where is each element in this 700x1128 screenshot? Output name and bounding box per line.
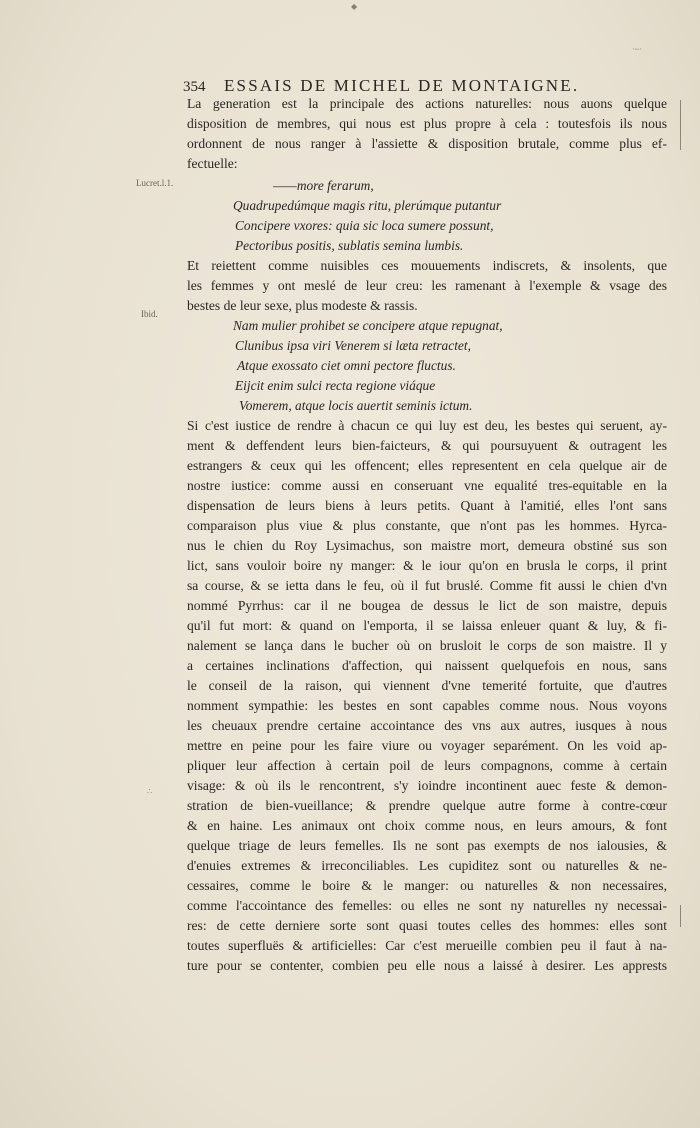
text-line: pliquer leur affection à certain poil de leurs compagnons, comme à certain (187, 758, 667, 773)
verse-line: Nam mulier prohibet se concipere atque repugnat, (233, 318, 503, 333)
verse-line: Quadrupedúmque magis ritu, plerúmque putantur (233, 198, 502, 213)
text-line: bestes de leur sexe, plus modeste & rassis. (187, 298, 418, 313)
text-line: res: de cette derniere sorte sont quasi toutes celles des hommes: elles sont (187, 918, 667, 933)
text-line: qu'il fut mort: & quand on l'emporta, il se laissa enleuer quant & luy, & fi- (187, 618, 667, 633)
text-line: nostre iustice: comme aussi en conseruant vne equalité tres-equitable en la (187, 478, 667, 493)
margin-note-ibid: Ibid. (141, 309, 158, 319)
ink-speck: ◆ (351, 2, 358, 11)
text-line: nomment sympathie: les bestes en sont capables comme nous. Nous voyons (187, 698, 667, 713)
text-line: cessaires, comme le boire & le manger: ou naturelles & non necessaires, (187, 878, 667, 893)
verse-line: ——more ferarum, (273, 178, 374, 193)
text-line: visage: & où ils le rencontrent, s'y ioindre incontinent auec feste & demon- (187, 778, 667, 793)
text-line: les cheuaux prendre certaine accointance des vns aux autres, iusques à nous (187, 718, 667, 733)
text-line: ordonnent de nous ranger à l'assiette & disposition brutale, comme plus ef- (187, 136, 667, 151)
text-line: nus le chien du Roy Lysimachus, son maistre mort, demeura obstiné sus son (187, 538, 667, 553)
text-line: stration de bien-vueillance; & prendre quelque autre forme à contre-cœur (187, 798, 667, 813)
running-title: ESSAIS DE MICHEL DE MONTAIGNE. (223, 76, 580, 95)
text-line: & en haine. Les animaux ont choix comme nous, en leurs amours, & font (187, 818, 667, 833)
text-line: ment & deffendent leurs bien-faicteurs, & qui poursuyuent & outragent les (187, 438, 667, 453)
text-line: estrangers & ceux qui les offencent; elles representent en cela quelque air de (187, 458, 667, 473)
text-line: Et reiettent comme nuisibles ces mouuements indiscrets, & insolents, que (187, 258, 667, 273)
verse-line: Pectoribus positis, sublatis semina lumbis. (235, 238, 464, 253)
page-body (187, 94, 667, 973)
text-line: sa course, & se ietta dans le feu, où il fut bruslé. Comme fit aussi le chien d'vn (187, 578, 667, 593)
text-line: les femmes y ont meslé de leur creu: les ramenant à l'exemple & vsage des (187, 278, 667, 293)
text-line: disposition de membres, qui nous est plus propre à cela : toutesfois ils nous (187, 116, 667, 131)
verse-line: Atque exossato ciet omni pectore fluctus. (237, 358, 456, 373)
text-line: nommé Pyrrhus: car il ne bougea de dessus le lict de son maistre, depuis (187, 598, 667, 613)
text-line: d'enuies extremes & irreconciliables. Les cupiditez sont ou naturelles & ne- (187, 858, 667, 873)
text-line: comme l'accointance des femelles: ou elles ne sont ny naturelles ny necessai- (187, 898, 667, 913)
verse-line: Vomerem, atque locis auertit seminis ictum. (239, 398, 473, 413)
margin-note-lucretius: Lucret.l.1. (136, 178, 174, 188)
text-line: quelque triage de leurs femelles. Ils ne sont pas exempts de nos ialousies, & (187, 838, 667, 853)
text-line: le conseil de la raison, qui viennent d'vne temerité fortuite, que d'autres (187, 678, 667, 693)
page-number: 354 (183, 79, 206, 95)
text-line: comparaison plus viue & plus constante, que n'ont pas les hommes. Hyrca- (187, 518, 667, 533)
page-edge-mark (680, 905, 681, 927)
ink-speck: ·~· (632, 45, 642, 54)
text-line: toutes superfluës & artificielles: Car c'est merueille combien peu il faut à na- (187, 938, 667, 953)
verse-line: Clunibus ipsa viri Venerem si læta retractet, (235, 338, 471, 353)
text-line: mettre en peine pour les faire viure ou voyager separément. On les void ap- (187, 738, 667, 753)
verse-line: Eijcit enim sulci recta regione viáque (235, 378, 436, 393)
text-line: a certaines inclinations d'affection, qui naissent quelquefois en nous, sans (187, 658, 667, 673)
ink-speck: ∴ (147, 787, 153, 796)
text-line: ture pour se contenter, combien peu elle nous a laissé à desirer. Les apprests (187, 958, 667, 973)
page-edge-mark (680, 100, 681, 150)
text-line: Si c'est iustice de rendre à chacun ce qui luy est deu, les bestes qui seruent, ay- (187, 418, 667, 433)
text-line: lict, sans vouloir boire ny manger: & le iour qu'on en brusla le corps, il print (187, 558, 667, 573)
running-header (183, 76, 643, 96)
text-line: La generation est la principale des actions naturelles: nous auons quelque (187, 96, 667, 111)
text-line: dispensation de leurs biens à leurs petits. Quant à l'amitié, elles l'ont sans (187, 498, 667, 513)
verse-line: Concipere vxores: quia sic loca sumere possunt, (235, 218, 494, 233)
text-line: nalement se lança dans le bucher où on brusloit le corps de son maistre. Il y (187, 638, 667, 653)
text-line: fectuelle: (187, 156, 238, 171)
